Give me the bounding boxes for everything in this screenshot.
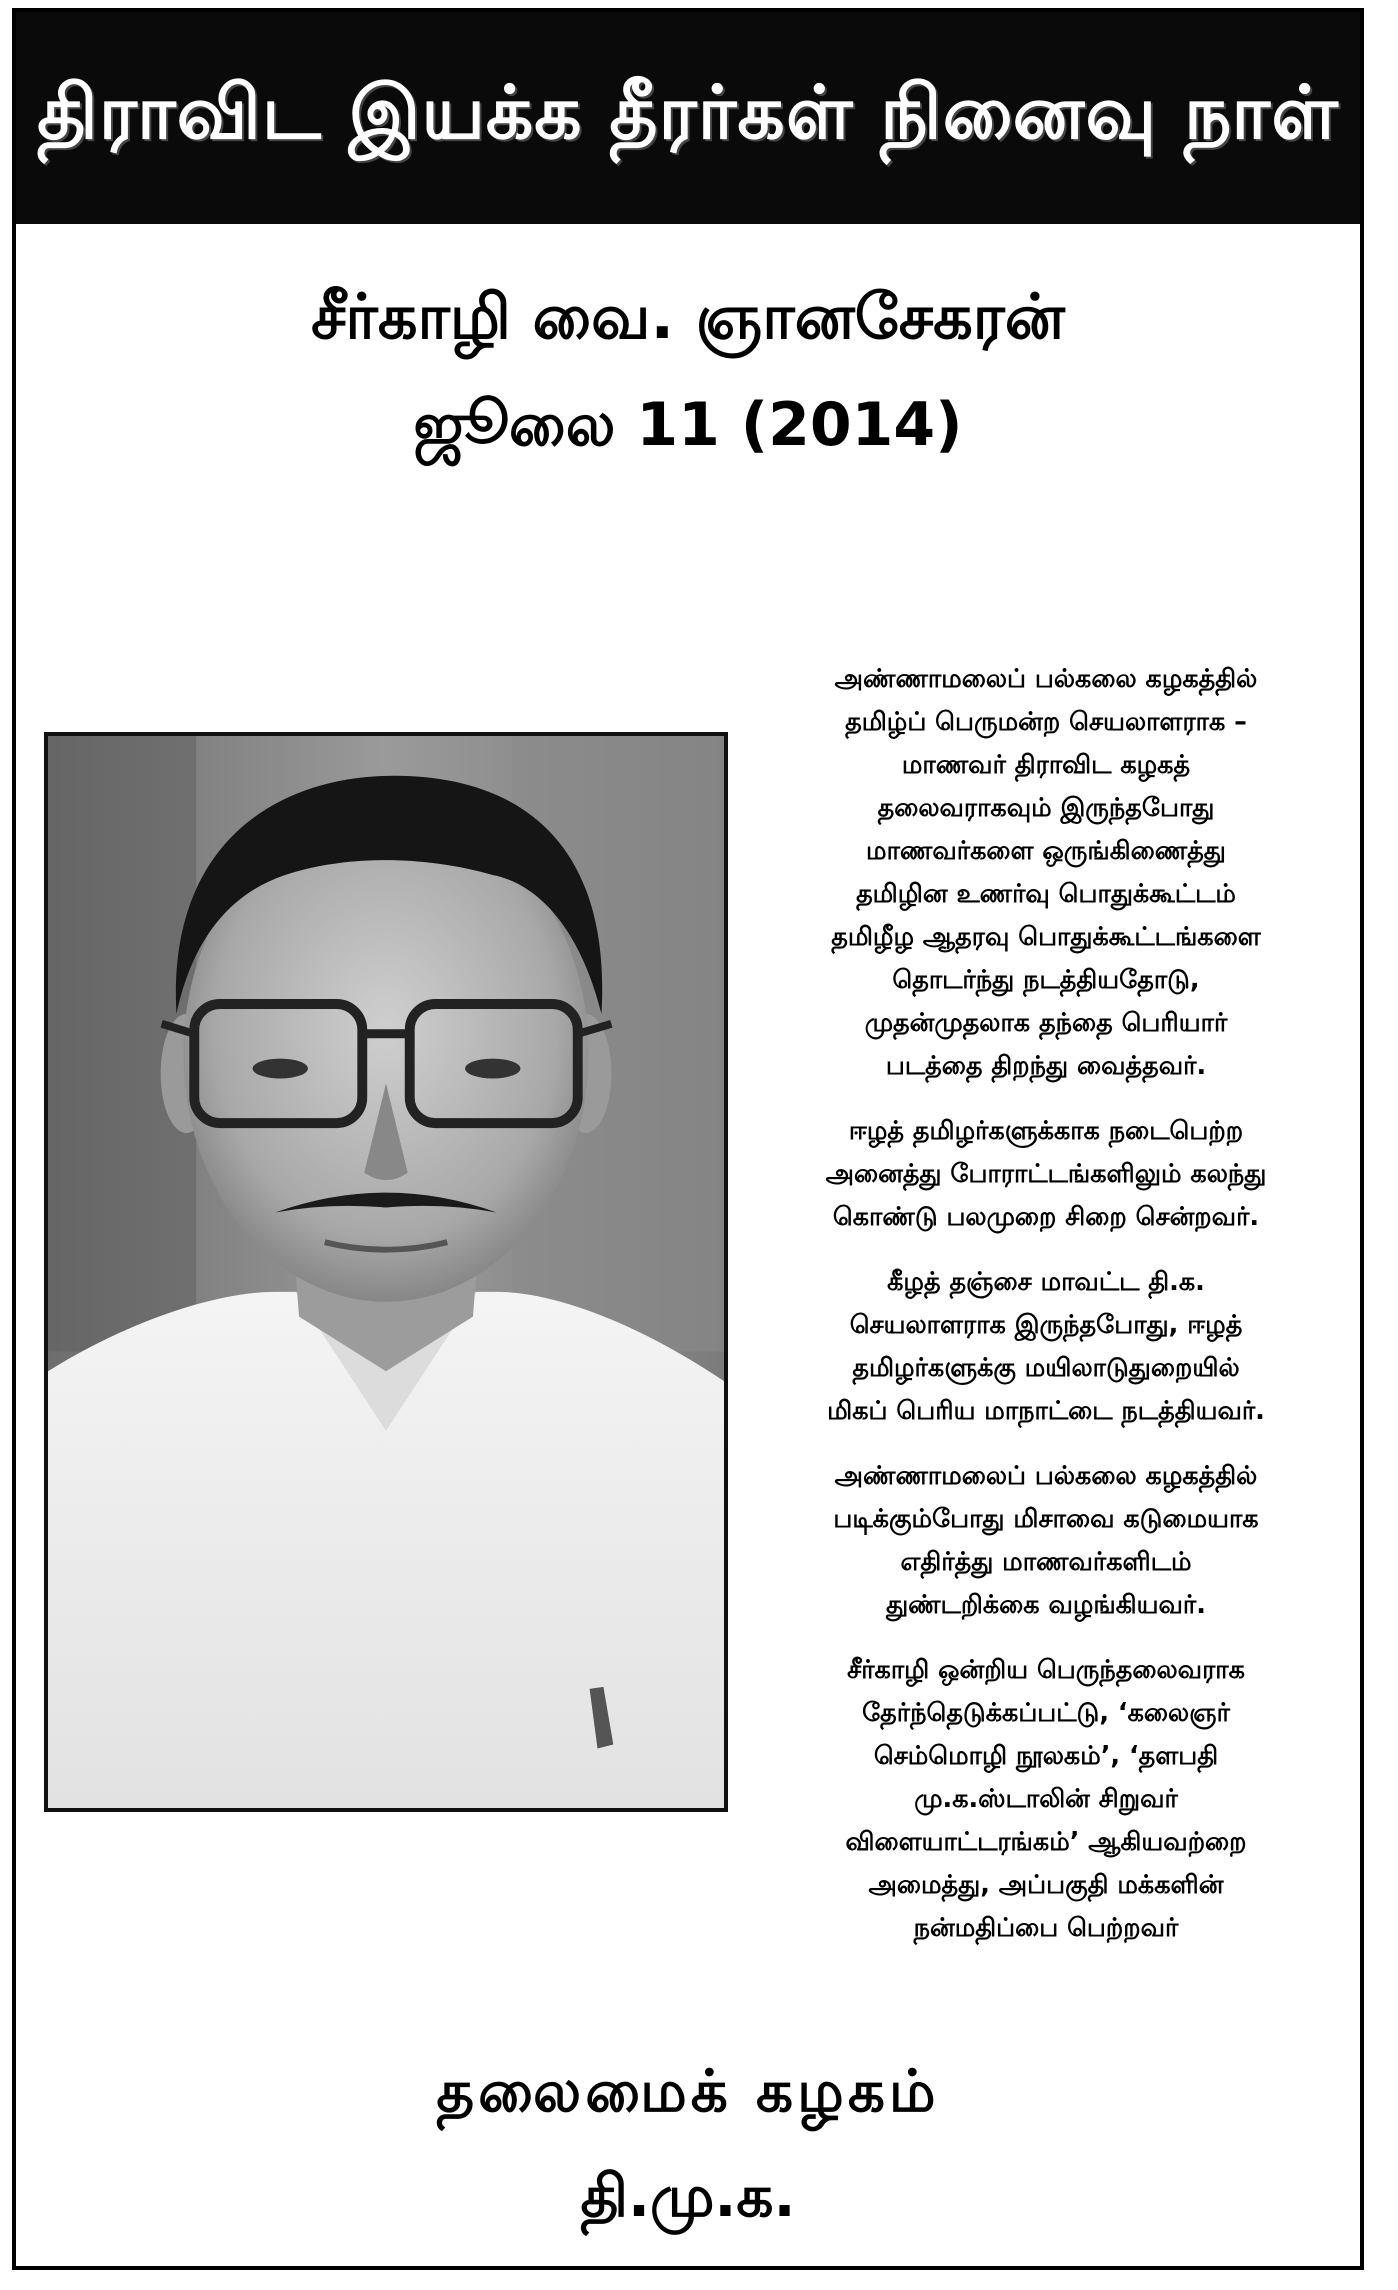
header-title: திராவிட இயக்க தீரர்கள் நினைவு நாள்	[37, 70, 1339, 156]
header-band	[16, 12, 1360, 224]
person-name: சீர்காழி வை. ஞானசேகரன்	[311, 280, 1065, 353]
biography-column	[746, 658, 1346, 1972]
biography-paragraph: அண்ணாமலைப் பல்கலை கழகத்தில் தமிழ்ப் பெருமன்ற செயலாளராக – மாணவர் திராவிட கழகத் தலைவராகவும் இருந்தபோது மாணவர்களை ஒருங்கிணைத்து தமிழின உணர்வு பொதுக்கூட்டம் தமிழீழ ஆதரவு பொதுக்கூட்டங்களை தொடர்ந்து நடத்தியதோடு, முதன்முதலாக தந்தை பெரியார் படத்தை திறந்து வைத்தவர்.	[831, 664, 1261, 1081]
memorial-date: ஜூலை 11 (2014)	[413, 390, 963, 460]
biography-paragraph: கீழத் தஞ்சை மாவட்ட தி.க. செயலாளராக இருந்தபோது, ஈழத் தமிழர்களுக்கு மயிலாடுதுறையில் மிகப் பெரிய மாநாட்டை நடத்தியவர்.	[827, 1267, 1265, 1426]
footer-organization: தலைமைக் கழகம்	[436, 2057, 940, 2125]
portrait-photo	[44, 732, 728, 1812]
biography-paragraph: சீர்காழி ஒன்றிய பெருந்தலைவராக தேர்ந்தெடுக்கப்பட்டு, ‘கலைஞர் செம்மொழி நூலகம்’, ‘தளபதி மு.க.ஸ்டாலின் சிறுவர் விளையாட்டரங்கம்’ ஆகியவற்றை அமைத்து, அப்பகுதி மக்களின் நன்மதிப்பை பெற்றவர்	[845, 1655, 1247, 1943]
portrait-photo-icon	[48, 736, 724, 1808]
memorial-notice-frame	[12, 8, 1364, 2270]
footer-party: தி.மு.க.	[580, 2162, 796, 2230]
biography-paragraph: ஈழத் தமிழர்களுக்காக நடைபெற்ற அனைத்து போராட்டங்களிலும் கலந்து கொண்டு பலமுறை சிறை சென்றவர்.	[825, 1116, 1267, 1232]
biography-paragraph: அண்ணாமலைப் பல்கலை கழகத்தில் படிக்கும்போது மிசாவை கடுமையாக எதிர்த்து மாணவர்களிடம் துண்டறிக்கை வழங்கியவர்.	[833, 1461, 1259, 1620]
